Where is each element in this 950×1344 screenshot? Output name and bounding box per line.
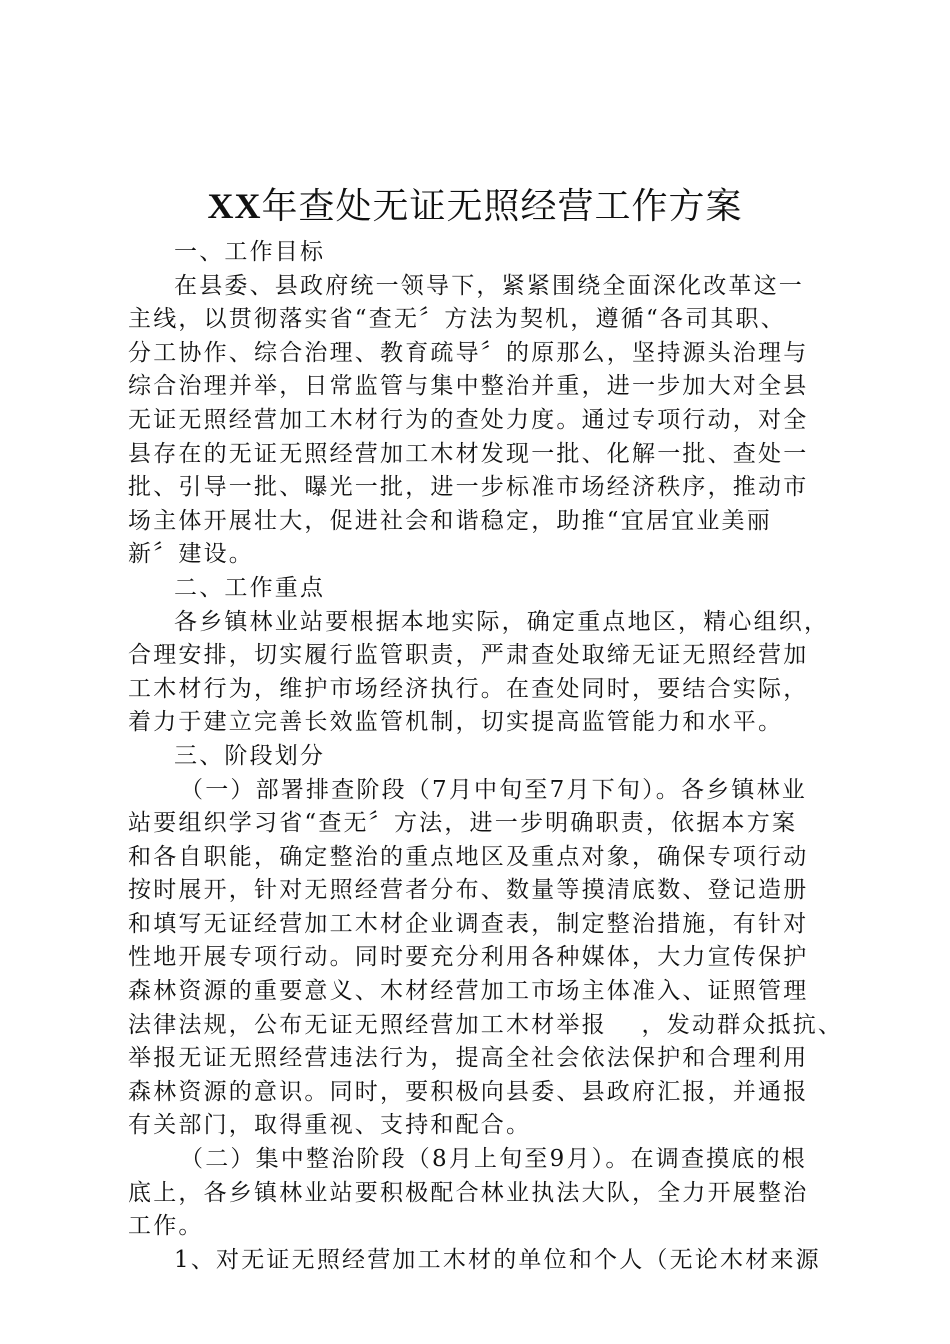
body-line: 工木材行为，维护市场经济执行。在查处同时，要结合实际， <box>128 675 809 702</box>
body-line: 二、工作重点 <box>174 574 326 601</box>
body-line: 有关部门，取得重视、支持和配合。 <box>128 1112 532 1139</box>
title-prefix: XX <box>207 186 262 226</box>
body-line: 底上，各乡镇林业站要积极配合林业执法大队，全力开展整治 <box>128 1179 809 1206</box>
body-line: 批、引导一批、曝光一批，进一步标准市场经济秩序，推动市 <box>128 474 809 501</box>
body-line: 按时展开，针对无照经营者分布、数量等摸清底数、登记造册 <box>128 877 809 904</box>
body-line: 和填写无证经营加工木材企业调查表，制定整治措施，有针对 <box>128 910 809 937</box>
body-line: 各乡镇林业站要根据本地实际，确定重点地区，精心组织， <box>174 608 830 635</box>
body-line: 场主体开展壮大，促进社会和谐稳定，助推“宜居宜业美丽 <box>128 507 772 534</box>
body-line: 和各自职能，确定整治的重点地区及重点对象，确保专项行动 <box>128 843 809 870</box>
body-line: 分工协作、综合治理、教育疏导〞的原那么，坚持源头治理与 <box>128 339 809 366</box>
body-line: 在县委、县政府统一领导下，紧紧围绕全面深化改革这一 <box>174 272 804 299</box>
body-line: 主线，以贯彻落实省“查无〞方法为契机，遵循“各司其职、 <box>128 306 786 333</box>
title-text: 年查处无证无照经营工作方案 <box>261 186 743 227</box>
document-title <box>0 182 950 231</box>
body-line: 森林资源的意识。同时，要积极向县委、县政府汇报，并通报 <box>128 1078 809 1105</box>
body-line: 综合治理并举，日常监管与集中整治并重，进一步加大对全县 <box>128 373 809 400</box>
body-line: （二）集中整治阶段（8月上旬至9月）。在调查摸底的根 <box>180 1146 807 1173</box>
body-line: 性地开展专项行动。同时要充分利用各种媒体，大力宣传保护 <box>128 944 809 971</box>
body-line: 一、工作目标 <box>174 239 326 265</box>
body-line: （一）部署排查阶段（7月中旬至7月下旬）。各乡镇林业 <box>180 776 807 803</box>
document-body <box>128 236 848 1277</box>
body-line: 着力于建立完善长效监管机制，切实提高监管能力和水平。 <box>128 709 784 736</box>
body-line: 举报无证无照经营违法行为，提高全社会依法保护和合理利用 <box>128 1045 809 1072</box>
body-line: 无证无照经营加工木材行为的查处力度。通过专项行动，对全 <box>128 406 809 433</box>
body-line: 三、阶段划分 <box>174 742 326 769</box>
body-line: 工作。 <box>128 1213 204 1240</box>
body-line: 1、对无证无照经营加工木材的单位和个人（无论木材来源 <box>174 1246 821 1273</box>
body-line: 合理安排，切实履行监管职责，严肃查处取缔无证无照经营加 <box>128 642 809 669</box>
body-line: 县存在的无证无照经营加工木材发现一批、化解一批、查处一 <box>128 440 809 467</box>
body-line: 新〞建设。 <box>128 541 254 568</box>
body-line: 法律法规，公布无证无照经营加工木材举报 ，发动群众抵抗、 <box>128 1011 844 1038</box>
body-line: 站要组织学习省“查无〞方法，进一步明确职责，依据本方案 <box>128 810 798 837</box>
body-line: 森林资源的重要意义、木材经营加工市场主体准入、证照管理 <box>128 978 809 1005</box>
